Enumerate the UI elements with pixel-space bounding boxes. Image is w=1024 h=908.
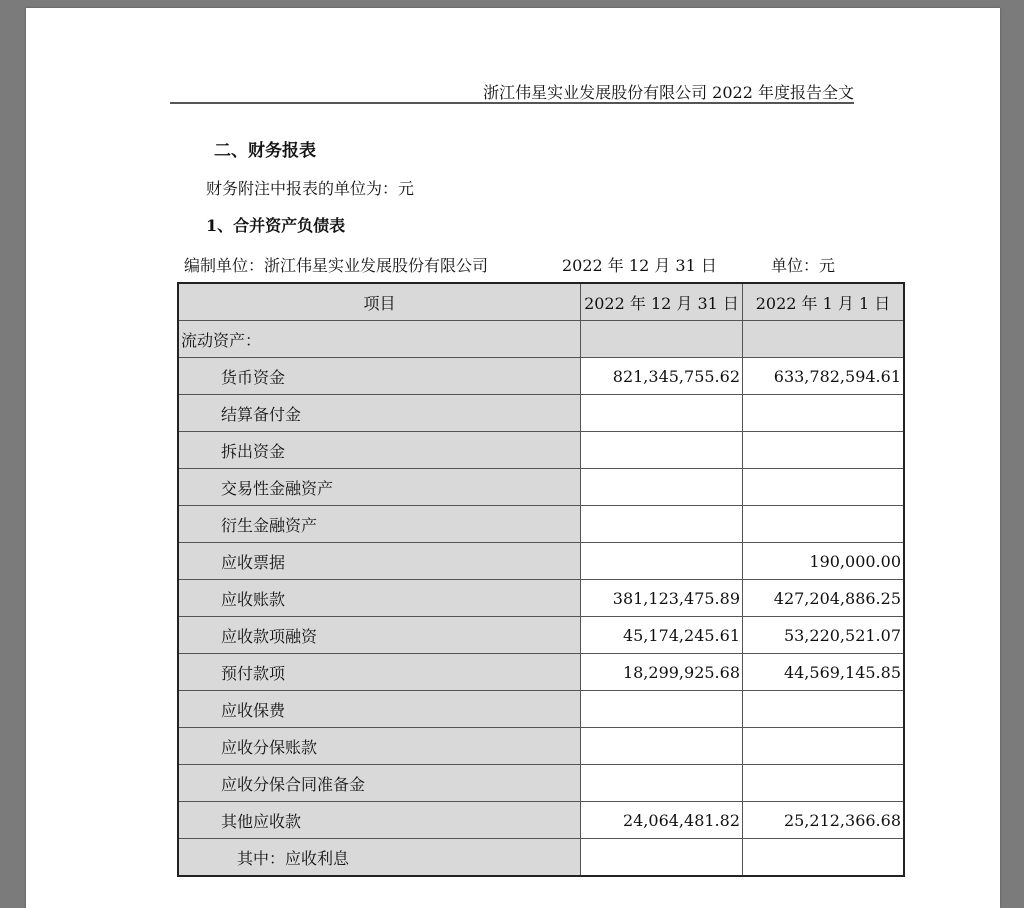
row-item: 应收分保账款	[178, 728, 581, 765]
header-rule	[170, 102, 854, 104]
table-row	[178, 839, 904, 877]
row-value-end	[581, 728, 743, 765]
row-value-begin	[743, 728, 905, 765]
column-header-item: 项目	[178, 283, 581, 321]
row-value-begin: 44,569,145.85	[743, 654, 905, 691]
row-value-end	[581, 839, 743, 877]
row-value-end	[581, 691, 743, 728]
table-row	[178, 765, 904, 802]
row-value-begin: 190,000.00	[743, 543, 905, 580]
report-date: 2022 年 12 月 31 日	[562, 256, 717, 275]
row-value-begin	[743, 469, 905, 506]
row-item: 应收票据	[178, 543, 581, 580]
table-row	[178, 469, 904, 506]
entity-label: 编制单位：浙江伟星实业发展股份有限公司	[184, 256, 489, 275]
row-value-begin	[743, 321, 905, 358]
sub-title: 1、合并资产负债表	[206, 216, 346, 235]
row-item: 交易性金融资产	[178, 469, 581, 506]
table-row	[178, 432, 904, 469]
table-row	[178, 358, 904, 395]
row-value-end: 381,123,475.89	[581, 580, 743, 617]
table-row	[178, 654, 904, 691]
running-header: 浙江伟星实业发展股份有限公司 2022 年度报告全文	[483, 83, 854, 102]
column-header-begin: 2022 年 1 月 1 日	[743, 283, 905, 321]
row-value-begin: 25,212,366.68	[743, 802, 905, 839]
row-item: 货币资金	[178, 358, 581, 395]
column-header-end: 2022 年 12 月 31 日	[581, 283, 743, 321]
row-item: 流动资产：	[178, 321, 581, 358]
row-item: 预付款项	[178, 654, 581, 691]
table-row	[178, 728, 904, 765]
row-value-end	[581, 469, 743, 506]
row-value-begin	[743, 765, 905, 802]
row-item: 其中：应收利息	[178, 839, 581, 877]
table-row	[178, 321, 904, 358]
balance-sheet-table	[177, 282, 905, 877]
table-row	[178, 543, 904, 580]
row-item: 应收保费	[178, 691, 581, 728]
row-value-end	[581, 432, 743, 469]
table-row	[178, 691, 904, 728]
row-item: 应收款项融资	[178, 617, 581, 654]
row-value-end	[581, 506, 743, 543]
table-header-row	[178, 283, 904, 321]
table-row	[178, 506, 904, 543]
table-row	[178, 802, 904, 839]
row-item: 应收账款	[178, 580, 581, 617]
row-value-end: 24,064,481.82	[581, 802, 743, 839]
row-value-begin: 53,220,521.07	[743, 617, 905, 654]
row-item: 衍生金融资产	[178, 506, 581, 543]
section-title: 二、财务报表	[214, 141, 316, 161]
row-value-begin: 427,204,886.25	[743, 580, 905, 617]
row-item: 结算备付金	[178, 395, 581, 432]
document-page	[26, 8, 1000, 908]
row-value-end	[581, 765, 743, 802]
row-value-begin	[743, 691, 905, 728]
row-value-end: 821,345,755.62	[581, 358, 743, 395]
table-row	[178, 580, 904, 617]
row-value-begin	[743, 506, 905, 543]
row-value-begin	[743, 395, 905, 432]
row-value-end	[581, 395, 743, 432]
row-value-begin: 633,782,594.61	[743, 358, 905, 395]
row-item: 拆出资金	[178, 432, 581, 469]
row-value-end: 18,299,925.68	[581, 654, 743, 691]
table-row	[178, 395, 904, 432]
unit-label: 单位：元	[771, 256, 836, 275]
row-value-end: 45,174,245.61	[581, 617, 743, 654]
row-value-end	[581, 321, 743, 358]
row-value-begin	[743, 432, 905, 469]
row-item: 应收分保合同准备金	[178, 765, 581, 802]
unit-note: 财务附注中报表的单位为：元	[206, 179, 415, 198]
table-row	[178, 617, 904, 654]
row-item: 其他应收款	[178, 802, 581, 839]
row-value-end	[581, 543, 743, 580]
row-value-begin	[743, 839, 905, 877]
